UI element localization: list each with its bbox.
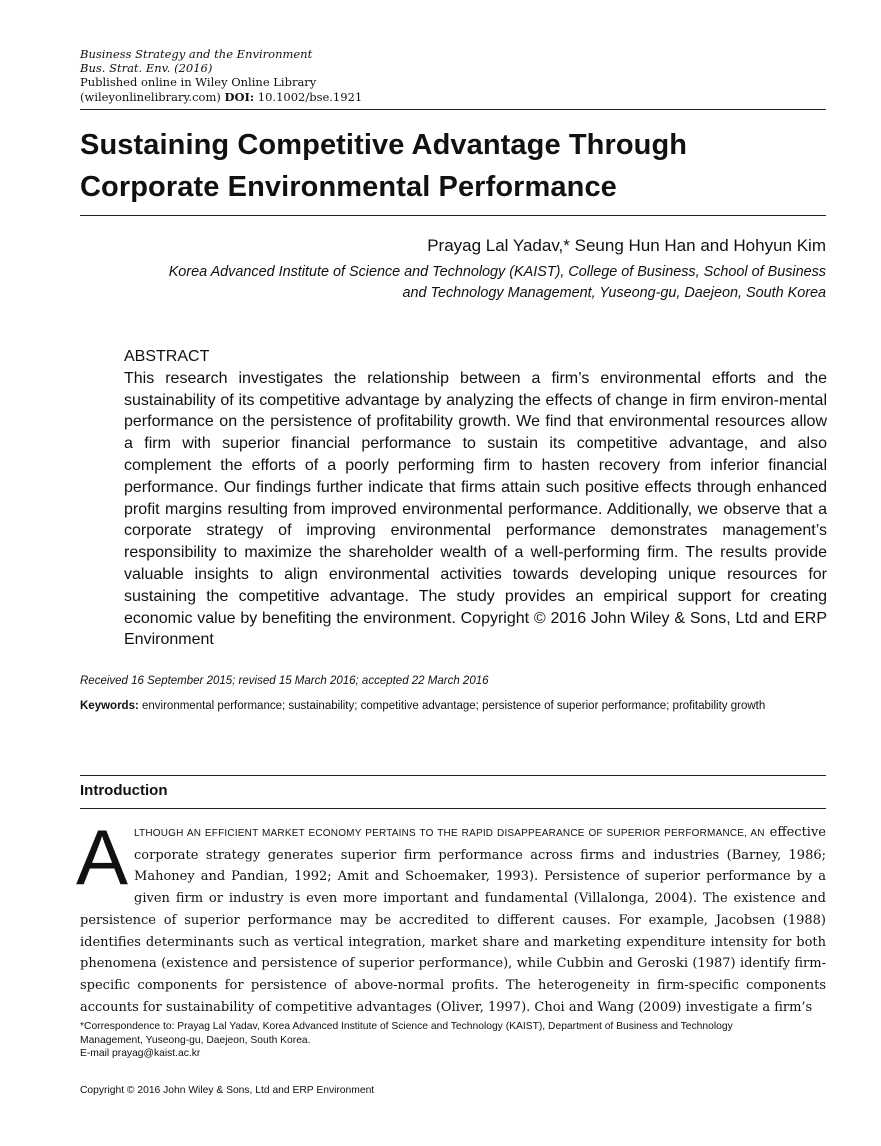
keywords-text: environmental performance; sustainability; competitive advantage; persistence of superior performance; profitability growth bbox=[142, 700, 766, 712]
affiliation-line-1: Korea Advanced Institute of Science and Technology (KAIST), College of Business, School of Business bbox=[168, 264, 826, 280]
journal-doi-line bbox=[80, 90, 826, 104]
affiliation bbox=[66, 262, 826, 304]
abstract-heading: ABSTRACT bbox=[124, 348, 210, 365]
header-rule bbox=[80, 109, 826, 110]
title-line-2: Corporate Environmental Performance bbox=[80, 171, 617, 203]
section-heading: Introduction bbox=[80, 782, 168, 799]
doi-label: DOI: bbox=[224, 89, 255, 104]
received-dates: Received 16 September 2015; revised 15 March 2016; accepted 22 March 2016 bbox=[80, 675, 489, 687]
title-line-1: Sustaining Competitive Advantage Through bbox=[80, 129, 688, 161]
journal-published: Published online in Wiley Online Library bbox=[80, 75, 317, 90]
copyright-footer: Copyright © 2016 John Wiley & Sons, Ltd and ERP Environment bbox=[80, 1085, 375, 1096]
section-rule-bottom bbox=[80, 808, 826, 809]
journal-header bbox=[80, 47, 826, 104]
affiliation-line-2: and Technology Management, Yuseong-gu, Daejeon, South Korea bbox=[402, 285, 826, 301]
keywords bbox=[80, 696, 826, 717]
footnote-line-3: E-mail prayag@kaist.ac.kr bbox=[80, 1048, 201, 1060]
title-rule bbox=[80, 215, 826, 216]
article-title bbox=[80, 124, 826, 208]
abstract-body: This research investigates the relationship between a firm’s environmental efforts and the sustainability of its competitive advantage by analyzing the effects of change in firm environ-mental performance on the persistence of profitability growth. We find that environmental resources allow a firm with superior financial performance to sustain its competitive advantage, and also complement the efforts of a poorly performing firm to hasten recovery from inferior financial performance. Our findings further indicate that firms attain such positive effects through enhanced profit margins resulting from improved environmental performance. Additionally, we observe that a corporate strategy of improving environmental performance demonstrates management’s responsibility to maximize the shareholder wealth of a well-performing firm. The results provide valuable insights to align environmental activities towards developing unique resources for sustaining the competitive advantage. The study provides an empirical support for creating economic value by benefiting the environment. Copyright © 2016 John Wiley & Sons, Ltd and ERP Environment bbox=[124, 369, 827, 649]
footnote-line-2: Management, Yuseong-gu, Daejeon, South Korea. bbox=[80, 1034, 311, 1046]
introduction-text bbox=[76, 813, 826, 1018]
footnote-line-1: *Correspondence to: Prayag Lal Yadav, Korea Advanced Institute of Science and Technology (KAIST), Department of Business and Technology bbox=[80, 1021, 733, 1032]
author-list: Prayag Lal Yadav,* Seung Hun Han and Hohyun Kim bbox=[427, 236, 826, 255]
drop-cap: A bbox=[76, 813, 129, 901]
intro-body: effective corporate strategy generates superior firm performance across firms and industries (Barney, 1986; Mahoney and Pandian, 1992; Amit and Schoemaker, 1993). Persistence of superior performance by a given firm or industry is even more important and fundamental (Villalonga, 2004). The existence and persistence of superior performance may be accredited to different causes. For example, Jacobsen (1988) identifies determinants such as vertical integration, market share and marketing expenditure intensity for both phenomena (existence and persistence of superior performance), while Cubbin and Geroski (1987) identify firm-specific components for persistence of above-normal profits. The heterogeneity in firm-specific components accounts for sustainability of competitive advantages (Oliver, 1997). Choi and Wang (2009) investigate a firm’s bbox=[80, 825, 826, 1015]
article-page bbox=[76, 0, 827, 1146]
abstract bbox=[124, 346, 827, 651]
journal-abbrev: Bus. Strat. Env. (2016) bbox=[80, 61, 213, 76]
keywords-label: Keywords: bbox=[80, 700, 139, 712]
section-rule-top bbox=[80, 775, 826, 776]
intro-lead-caps: LTHOUGH AN EFFICIENT MARKET ECONOMY PERTAINS TO THE RAPID DISAPPEARANCE OF SUPERIOR PERFORMANCE, AN bbox=[134, 828, 765, 839]
doi-value[interactable]: 10.1002/bse.1921 bbox=[257, 89, 363, 104]
journal-name: Business Strategy and the Environment bbox=[80, 47, 313, 61]
correspondence-footnote bbox=[80, 1020, 826, 1061]
journal-site: (wileyonlinelibrary.com) bbox=[80, 89, 221, 104]
